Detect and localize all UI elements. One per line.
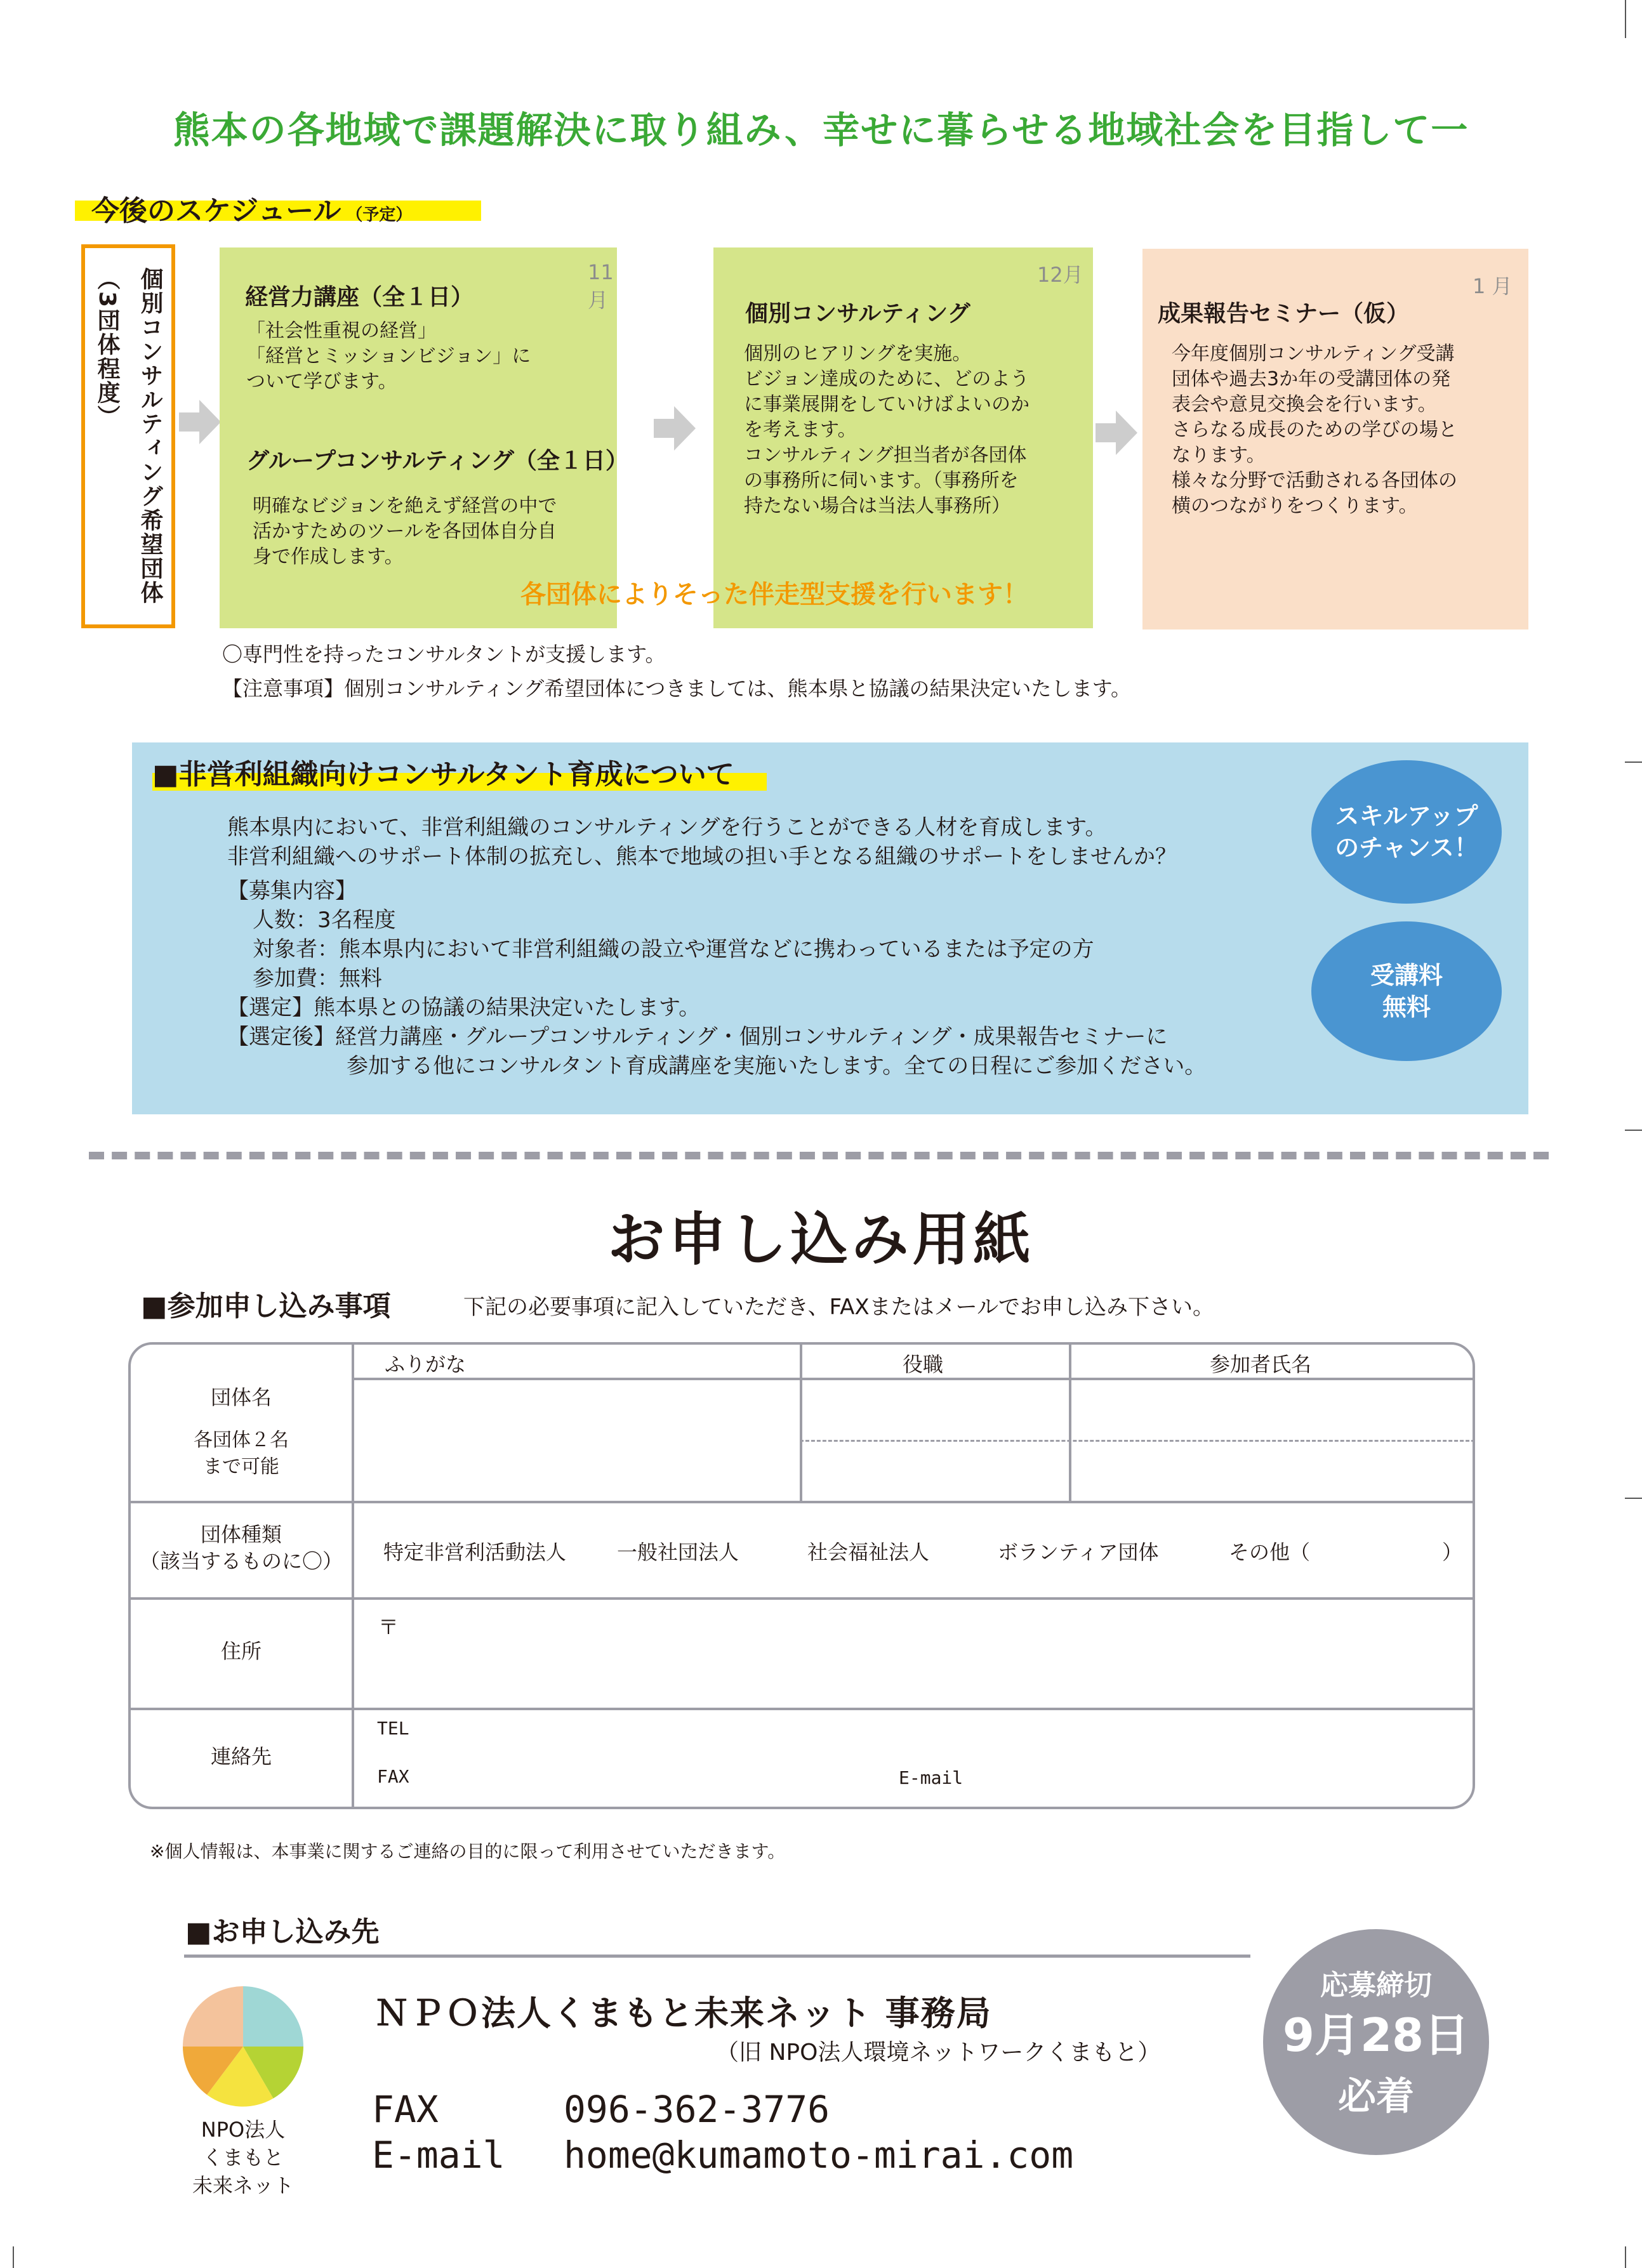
former-name: （旧 NPO法人環境ネットワークくまもと）: [716, 2040, 1161, 2066]
application-form: [128, 1342, 1475, 1809]
org-type-option-other[interactable]: その他（: [1229, 1540, 1311, 1564]
participant-name-field-2[interactable]: [1071, 1442, 1473, 1500]
org-name-label: 団体名: [210, 1385, 272, 1409]
participant-name-header: 参加者氏名: [1210, 1352, 1312, 1376]
panel-body: 今年度個別コンサルティング受講 団体や過去3か年の受講団体の発 表会や意見交換会を行います。 さらなる成長のための学びの場と なります。 様々な分野で活動される各団体の 横のつながりをつくります。: [1172, 343, 1457, 517]
schedule-panel-december: [713, 247, 1093, 628]
organization-logo-icon: [183, 1986, 303, 2107]
crop-mark: [1625, 0, 1626, 38]
support-tagline: 各団体によりそった伴走型支援を行います！: [520, 580, 1028, 609]
logo-text: NPO法人 くまもと 未来ネット: [192, 2118, 294, 2198]
consultant-title: [152, 751, 734, 792]
consultant-line: 参加する他にコンサルタント育成講座を実施いたします。全ての日程にご参加ください。: [347, 1053, 1207, 1079]
org-type-option[interactable]: 一般社団法人: [617, 1540, 739, 1564]
org-type-label: 団体種類 （該当するものに〇）: [139, 1522, 343, 1573]
position-header: 役職: [903, 1352, 944, 1376]
privacy-note: ※個人情報は、本事業に関するご連絡の目的に限って利用させていただきます。: [150, 1841, 786, 1862]
cut-line: [89, 1152, 1549, 1159]
target-box: [81, 244, 175, 628]
deadline-label: 応募締切: [1320, 1969, 1432, 2001]
consultant-line: 【選定後】経営力講座・グループコンサルティング・個別コンサルティング・成果報告セミナーに: [227, 1024, 1168, 1050]
participant-name-field-1[interactable]: [1071, 1380, 1473, 1439]
month-label: 12月: [1037, 263, 1083, 287]
month-label: 11月: [588, 260, 614, 312]
position-field-1[interactable]: [802, 1380, 1068, 1439]
position-field-2[interactable]: [802, 1442, 1068, 1500]
organization-name: ＮＰＯ法人くまもと未来ネット 事務局: [374, 1993, 992, 2033]
schedule-title-text: 今後のスケジュール: [91, 195, 341, 227]
org-type-option[interactable]: ボランティア団体: [998, 1540, 1159, 1564]
schedule-title: [75, 190, 481, 227]
divider: [800, 1440, 1475, 1442]
address-field[interactable]: [354, 1600, 1473, 1706]
consultant-line: 参加費：無料: [253, 966, 382, 991]
divider: [131, 1501, 1475, 1503]
panel-body: 個別のヒアリングを実施。 ビジョン達成のために、どのよう に事業展開をしていけばよいのか を考えます。 コンサルティング担当者が各団体 の事務所に伺います。（事務所を 持たない場合は当法人事務所）: [744, 343, 1030, 517]
furigana-header: ふりがな: [385, 1352, 467, 1376]
fax-field[interactable]: [429, 1761, 886, 1799]
free-tuition-badge: 受講料 無料: [1311, 921, 1502, 1061]
fax-label: FAX: [377, 1766, 409, 1787]
email-field[interactable]: [981, 1761, 1470, 1799]
crop-mark: [1625, 761, 1642, 763]
tel-field[interactable]: [429, 1715, 1470, 1753]
address-label: 住所: [220, 1639, 262, 1663]
email-label: E-mail: [899, 1767, 963, 1788]
consultant-line: 【募集内容】: [227, 878, 357, 904]
arrow-right-icon: [654, 403, 698, 454]
consultant-training-box: [132, 742, 1528, 1114]
headline: 熊本の各地域で課題解決に取り組み、幸せに暮らせる地域社会を目指して一: [173, 109, 1469, 152]
contact-label: 連絡先: [210, 1744, 272, 1769]
consultant-line: 【選定】熊本県との協議の結果決定いたします。: [227, 995, 701, 1020]
consultant-line: 熊本県内において、非営利組織のコンサルティングを行うことができる人材を育成します。: [227, 815, 1107, 840]
tel-label: TEL: [377, 1718, 409, 1739]
org-type-option[interactable]: 社会福祉法人: [807, 1540, 930, 1564]
consultant-title-text: ■非営利組織向けコンサルタント育成について: [152, 758, 734, 791]
consultant-line: 対象者：熊本県内において非営利組織の設立や運営などに携わっているまたは予定の方: [253, 937, 1094, 962]
arrow-right-icon: [1096, 407, 1140, 458]
deadline-note: 必着: [1338, 2074, 1414, 2119]
org-type-other-close: ）: [1442, 1540, 1463, 1564]
crop-mark: [13, 2246, 14, 2268]
divider: [184, 1955, 1250, 1958]
schedule-panel-november: [220, 247, 628, 628]
email-address[interactable]: home@kumamoto-mirai.com: [564, 2133, 1074, 2177]
crop-mark: [1625, 1498, 1642, 1499]
postal-mark: 〒: [378, 1615, 399, 1639]
fax-number[interactable]: 096-362-3776: [564, 2088, 830, 2131]
org-name-note: 各団体２名 まで可能: [194, 1429, 289, 1478]
schedule-panel-january: [1142, 249, 1528, 630]
email-label: E-mail: [372, 2133, 505, 2177]
deadline-date: 9月28日: [1282, 2008, 1470, 2062]
skill-up-badge: スキルアップ のチャンス！: [1311, 760, 1502, 904]
form-title: お申し込み用紙: [607, 1206, 1035, 1273]
panel-title: 経営力講座（全１日）: [245, 284, 474, 310]
crop-mark: [1625, 1130, 1642, 1131]
panel-body: 「社会性重視の経営」 「経営とミッションビジョン」に ついて学びます。: [246, 320, 531, 393]
form-section-title: ■参加申し込み事項: [141, 1290, 391, 1322]
schedule-title-note: （予定）: [346, 206, 413, 225]
target-box-text: 個別コンサルティング希望団体（3団体程度）: [94, 267, 163, 605]
deadline-badge: [1263, 1929, 1489, 2155]
panel-title: 成果報告セミナー（仮）: [1158, 301, 1410, 327]
panel-body: 明確なビジョンを絶えず経営の中で 活かすためのツールを各団体自分自 身で作成します。: [253, 495, 557, 568]
month-label: 1 月: [1473, 274, 1513, 298]
consultant-line: 人数：3名程度: [253, 907, 396, 933]
org-name-field[interactable]: [354, 1380, 798, 1500]
contact-section-title: ■お申し込み先: [185, 1916, 380, 1948]
arrow-right-icon: [179, 397, 223, 447]
note-caution: 【注意事項】個別コンサルティング希望団体につきましては、熊本県と協議の結果決定いたします。: [222, 676, 1132, 701]
divider: [131, 1708, 1475, 1710]
consultant-line: 非営利組織へのサポート体制の拡充し、熊本で地域の担い手となる組織のサポートをしませんか？: [227, 844, 1177, 869]
panel-title: グループコンサルティング（全１日）: [246, 448, 628, 474]
fax-label: FAX: [372, 2088, 439, 2131]
note-expertise: 〇専門性を持ったコンサルタントが支援します。: [222, 642, 666, 666]
org-type-option[interactable]: 特定非営利活動法人: [383, 1540, 567, 1564]
panel-title: 個別コンサルティング: [745, 301, 970, 327]
crop-mark: [1625, 2246, 1626, 2268]
form-section-note: 下記の必要事項に記入していただき、FAXまたはメールでお申し込み下さい。: [463, 1295, 1214, 1320]
